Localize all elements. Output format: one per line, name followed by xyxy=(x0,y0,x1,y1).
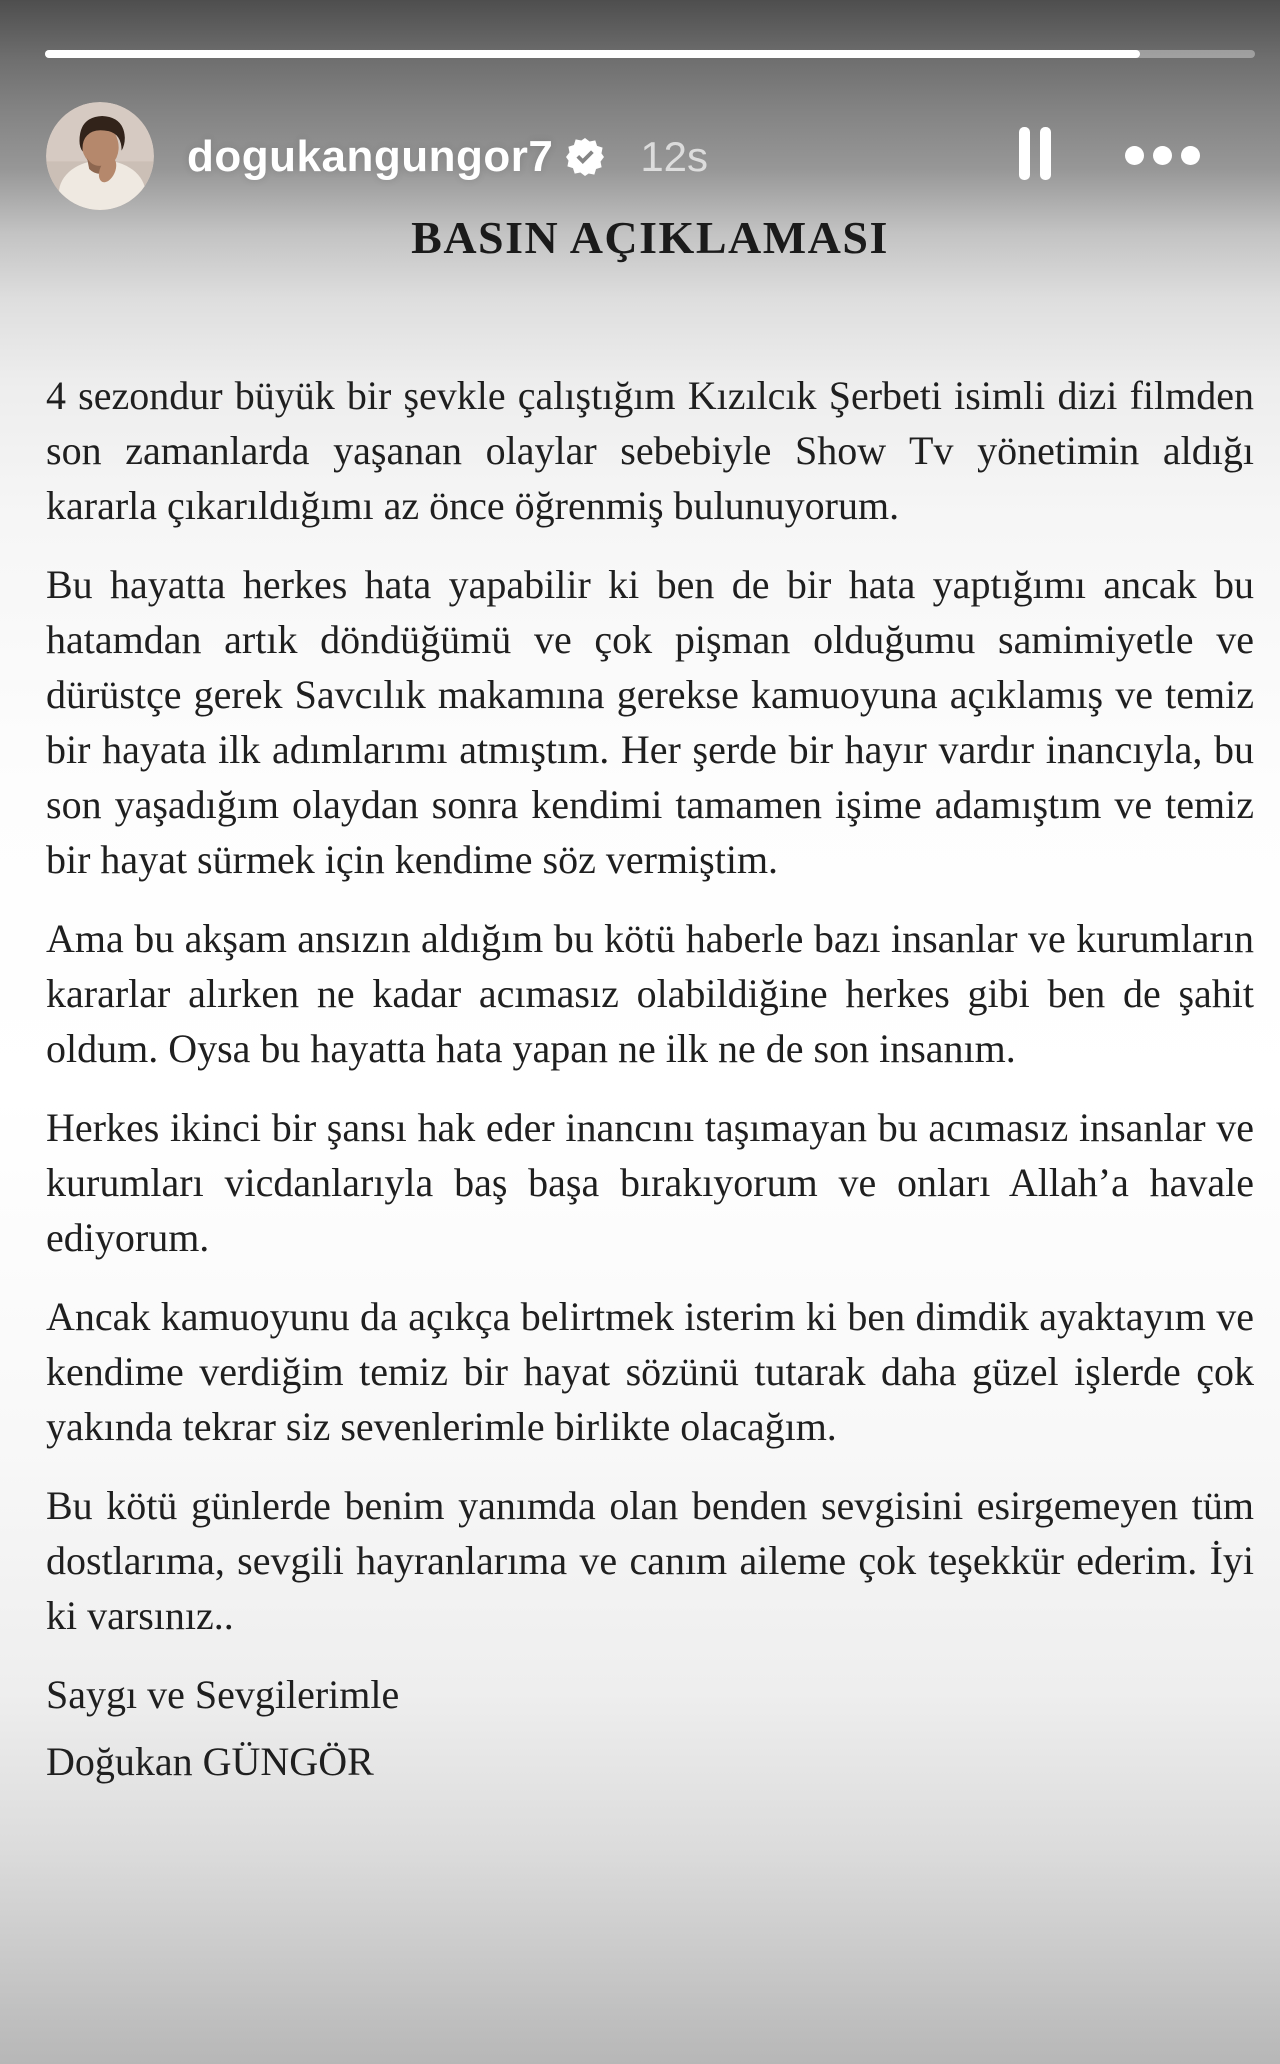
profile-photo xyxy=(46,102,154,210)
story-progress-bar xyxy=(45,50,1255,58)
username[interactable]: dogukangungor7 xyxy=(187,132,554,181)
pause-icon xyxy=(1040,127,1051,180)
statement-paragraph: Ama bu akşam ansızın aldığım bu kötü haberle bazı insanlar ve kurumların kararlar alırken ne kadar acımasız olabildiğine herkes gibi ben de şahit oldum. Oysa bu hayatta hata yapan ne ilk ne de son insanım. xyxy=(46,916,1254,1071)
statement-title: BASIN AÇIKLAMASI xyxy=(411,212,889,263)
avatar[interactable] xyxy=(46,102,154,210)
ellipsis-icon xyxy=(1125,146,1144,165)
more-options-button[interactable] xyxy=(1125,146,1200,165)
story-header xyxy=(0,98,1280,216)
pause-button[interactable] xyxy=(1019,127,1051,180)
story-progress-fill xyxy=(45,50,1140,58)
verified-badge-icon xyxy=(566,138,604,176)
statement-paragraph: Herkes ikinci bir şansı hak eder inancını taşımayan bu acımasız insanlar ve kurumları vicdanlarıyla baş başa bırakıyorum ve onları Allah’a havale ediyorum. xyxy=(46,1105,1254,1260)
pause-icon xyxy=(1019,127,1030,180)
statement-signature: Doğukan GÜNGÖR xyxy=(46,1739,374,1784)
statement-paragraph: Bu kötü günlerde benim yanımda olan benden sevgisini esirgemeyen tüm dostlarıma, sevgili hayranlarıma ve canım aileme çok teşekkür ederim. İyi ki varsınız.. xyxy=(46,1483,1254,1638)
statement-paragraph: 4 sezondur büyük bir şevkle çalıştığım Kızılcık Şerbeti isimli dizi filmden son zamanlarda yaşanan olaylar sebebiyle Show Tv yönetimin aldığı kararla çıkarıldığımı az önce öğrenmiş bulunuyorum. xyxy=(46,373,1254,528)
statement-paragraph: Ancak kamuoyunu da açıkça belirtmek isterim ki ben dimdik ayaktayım ve kendime verdiğim temiz bir hayat sözünü tutarak daha güzel işlerde çok yakında tekrar siz sevenlerimle birlikte olacağım. xyxy=(46,1294,1254,1449)
ellipsis-icon xyxy=(1153,146,1172,165)
user-line xyxy=(187,98,708,216)
statement-paragraph: Bu hayatta herkes hata yapabilir ki ben de bir hata yaptığımı ancak bu hatamdan artık döndüğümü ve çok pişman olduğumu samimiyetle ve dürüstçe gerek Savcılık makamına gerekse kamuoyuna açıklamış ve temiz bir hayata ilk adımlarımı atmıştım. Her şerde bir hayır vardır inancıyla, bu son yaşadığım olaydan sonra kendimi tamamen işime adamıştım ve temiz bir hayat sürmek için kendime söz vermiştim. xyxy=(46,562,1254,882)
story-timestamp: 12s xyxy=(640,133,709,180)
statement-closing: Saygı ve Sevgilerimle xyxy=(46,1672,400,1717)
ellipsis-icon xyxy=(1181,146,1200,165)
statement-body xyxy=(46,368,1254,1789)
